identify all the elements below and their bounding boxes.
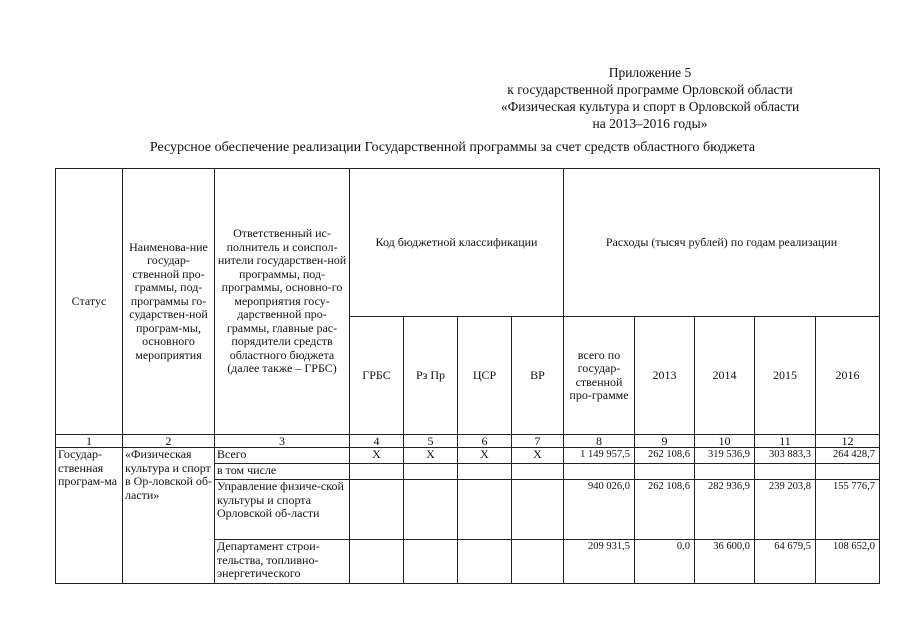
header-name: Наименова-ние государ-ственной про-граммы, под-программы го-сударствен-ной програм-мы, основного мероприятия [123,169,215,435]
column-number: 12 [816,435,880,448]
column-number: 9 [635,435,695,448]
column-number: 1 [56,435,123,448]
rzpr-cell [404,480,458,540]
csr-cell [458,464,512,480]
column-number: 10 [695,435,755,448]
csr-cell [458,540,512,584]
column-number: 7 [512,435,564,448]
header-vr: ВР [512,317,564,435]
header-total: всего по государ-ственной про-грамме [564,317,635,435]
status-cell: Государ-ственная програм-ма [56,448,123,584]
year-2014-cell: 36 600,0 [695,540,755,584]
grbs-cell [350,540,404,584]
appendix-line-1: Приложение 5 [608,65,692,80]
year-2013-cell: 0,0 [635,540,695,584]
header-responsible: Ответственный ис-полнитель и соиспол-нители государствен-ной программы, под-программы, основно-го мероприятия госу-дарственной про-граммы, главные рас-порядители средств областного бюджета (далее также – ГРБС) [215,169,350,435]
year-2016-cell [816,464,880,480]
column-number: 6 [458,435,512,448]
year-2016-cell: 264 428,7 [816,448,880,464]
row-label: в том числе [215,464,350,480]
year-2014-cell [695,464,755,480]
year-2016-cell: 108 652,0 [816,540,880,584]
year-2013-cell: 262 108,6 [635,480,695,540]
row-label: Всего [215,448,350,464]
vr-cell: Х [512,448,564,464]
appendix-line-4: на 2013–2016 годы» [592,116,708,131]
year-2016-cell: 155 776,7 [816,480,880,540]
total-cell: 1 149 957,5 [564,448,635,464]
column-number: 3 [215,435,350,448]
column-number: 2 [123,435,215,448]
header-2015: 2015 [755,317,816,435]
appendix-line-2: к государственной программе Орловской области [507,82,793,97]
appendix-block [440,64,860,132]
grbs-cell: Х [350,448,404,464]
year-2013-cell [635,464,695,480]
column-number: 11 [755,435,816,448]
total-cell [564,464,635,480]
rzpr-cell [404,540,458,584]
column-number: 8 [564,435,635,448]
year-2014-cell: 282 936,9 [695,480,755,540]
year-2014-cell: 319 536,9 [695,448,755,464]
total-cell: 940 026,0 [564,480,635,540]
header-csr: ЦСР [458,317,512,435]
row-label: Департамент строи-тельства, топливно-энергетического [215,540,350,584]
rzpr-cell: Х [404,448,458,464]
document-title: Ресурсное обеспечение реализации Государственной программы за счет средств областного бюджета [149,140,756,155]
header-status: Статус [56,169,123,435]
csr-cell: Х [458,448,512,464]
grbs-cell [350,480,404,540]
table-row-total [56,448,880,464]
csr-cell [458,480,512,540]
header-2013: 2013 [635,317,695,435]
header-budget-code: Код бюджетной классификации [350,169,564,317]
program-name-cell: «Физическая культура и спорт в Ор-ловской об-ласти» [123,448,215,584]
header-2016: 2016 [816,317,880,435]
appendix-line-3: «Физическая культура и спорт в Орловской области [500,99,800,114]
header-grbs: ГРБС [350,317,404,435]
year-2015-cell: 303 883,3 [755,448,816,464]
header-2014: 2014 [695,317,755,435]
resource-table [55,168,880,584]
column-number: 4 [350,435,404,448]
header-rzpr: Рз Пр [404,317,458,435]
year-2013-cell: 262 108,6 [635,448,695,464]
vr-cell [512,540,564,584]
row-label: Управление физиче-ской культуры и спорта Орловской об-ласти [215,480,350,540]
year-2015-cell [755,464,816,480]
grbs-cell [350,464,404,480]
year-2015-cell: 64 679,5 [755,540,816,584]
vr-cell [512,480,564,540]
rzpr-cell [404,464,458,480]
column-number: 5 [404,435,458,448]
vr-cell [512,464,564,480]
year-2015-cell: 239 203,8 [755,480,816,540]
total-cell: 209 931,5 [564,540,635,584]
header-expenses: Расходы (тысяч рублей) по годам реализации [564,169,880,317]
